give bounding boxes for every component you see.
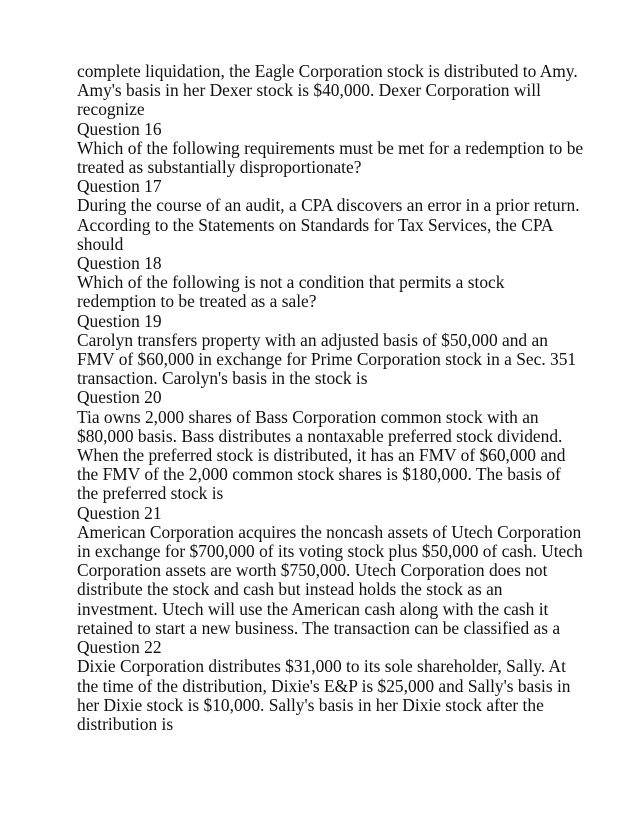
question-heading: Question 17 <box>77 176 162 197</box>
question-17 <box>77 176 580 254</box>
text-line: recognize <box>77 99 145 120</box>
question-18 <box>77 254 577 312</box>
text-line: When the preferred stock is distributed, it has an FMV of $60,000 and <box>77 445 566 466</box>
text-line: distribution is <box>77 713 174 734</box>
text-line: Carolyn transfers property with an adjusted basis of $50,000 and an <box>77 329 548 350</box>
question-20 <box>77 388 577 503</box>
text-line: investment. Utech will use the American cash along with the cash it <box>77 598 549 619</box>
text-line: American Corporation acquires the noncash assets of Utech Corporation <box>77 521 582 542</box>
text-line: FMV of $60,000 in exchange for Prime Corporation stock in a Sec. 351 <box>77 349 577 370</box>
text-line: Amy's basis in her Dexer stock is $40,000. Dexer Corporation will <box>77 80 541 101</box>
text-line: Tia owns 2,000 shares of Bass Corporation common stock with an <box>77 406 539 427</box>
text-line: in exchange for $700,000 of its voting stock plus $50,000 of cash. Utech <box>77 541 583 562</box>
question-heading: Question 16 <box>77 118 162 139</box>
text-line: According to the Statements on Standards for Tax Services, the CPA <box>77 214 554 235</box>
text-line: the time of the distribution, Dixie's E&P is $25,000 and Sally's basis in <box>77 675 571 696</box>
text-line: During the course of an audit, a CPA discovers an error in a prior return. <box>77 195 580 216</box>
document-page <box>77 61 584 734</box>
text-line: Corporation assets are worth $750,000. Utech Corporation does not <box>77 560 548 581</box>
text-line: retained to start a new business. The transaction can be classified as a <box>77 617 561 638</box>
text-line: her Dixie stock is $10,000. Sally's basis in her Dixie stock after the <box>77 694 544 715</box>
question-heading: Question 21 <box>77 502 162 523</box>
question-22 <box>77 638 577 734</box>
text-line: complete liquidation, the Eagle Corporation stock is distributed to Amy. <box>77 61 578 81</box>
text-line: redemption to be treated as a sale? <box>77 291 317 312</box>
text-line: $80,000 basis. Bass distributes a nontaxable preferred stock dividend. <box>77 425 563 446</box>
question-16 <box>77 118 584 178</box>
text-line: Which of the following requirements must be met for a redemption to be <box>77 137 584 158</box>
intro-paragraph <box>77 62 577 120</box>
text-line: Dixie Corporation distributes $31,000 to its sole shareholder, Sally. At <box>77 656 566 677</box>
text-line: Which of the following is not a condition that permits a stock <box>77 272 505 293</box>
text-line: transaction. Carolyn's basis in the stock is <box>77 368 368 389</box>
text-line: distribute the stock and cash but instead holds the stock as an <box>77 579 503 600</box>
text-line: should <box>77 233 124 254</box>
text-line: the preferred stock is <box>77 483 224 504</box>
question-heading: Question 19 <box>77 310 162 331</box>
question-heading: Question 20 <box>77 387 162 408</box>
text-line: treated as substantially disproportionate? <box>77 157 362 178</box>
question-heading: Question 22 <box>77 637 162 658</box>
question-heading: Question 18 <box>77 253 162 274</box>
question-19 <box>77 312 577 389</box>
text-line: the FMV of the 2,000 common stock shares is $180,000. The basis of <box>77 464 561 485</box>
question-21 <box>77 502 583 638</box>
